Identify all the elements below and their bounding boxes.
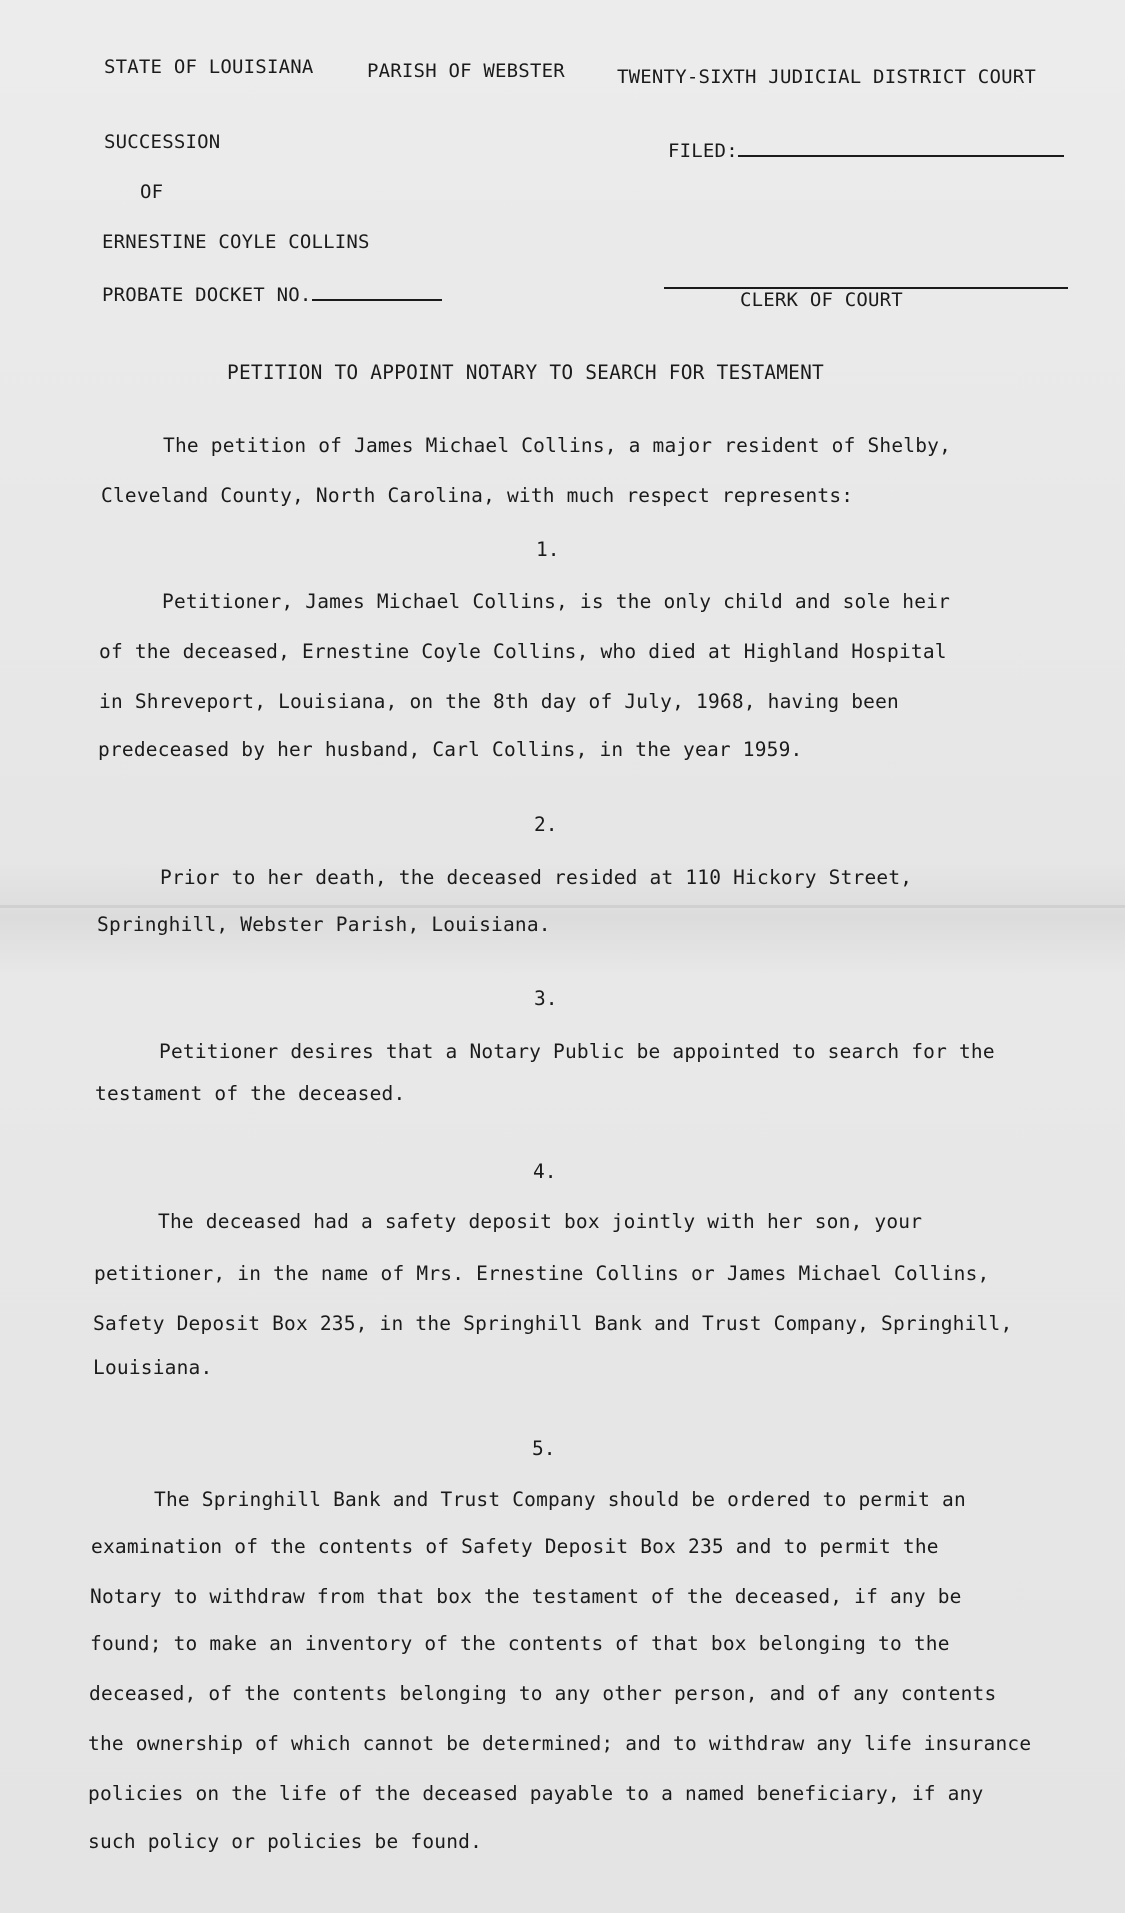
paragraph-5-line-8: such policy or policies be found.	[88, 1830, 483, 1853]
paragraph-2-line-2: Springhill, Webster Parish, Louisiana.	[97, 913, 551, 936]
caption-decedent: ERNESTINE COYLE COLLINS	[102, 231, 370, 253]
caption-of: OF	[140, 181, 164, 203]
paragraph-5-line-4: found; to make an inventory of the contents of that box belonging to the	[90, 1632, 950, 1655]
paragraph-2-line-1: Prior to her death, the deceased resided at 110 Hickory Street,	[160, 866, 913, 889]
paragraph-1-line-3: in Shreveport, Louisiana, on the 8th day of July, 1968, having been	[99, 690, 899, 713]
paragraph-4-line-4: Louisiana.	[93, 1356, 213, 1379]
paragraph-5-line-7: policies on the life of the deceased payable to a named beneficiary, if any	[88, 1782, 984, 1805]
paragraph-5-line-6: the ownership of which cannot be determined; and to withdraw any life insurance	[88, 1732, 1032, 1755]
paragraph-5-line-3: Notary to withdraw from that box the testament of the deceased, if any be	[90, 1585, 962, 1608]
docket-label: PROBATE DOCKET NO.	[102, 284, 312, 306]
filed-blank	[738, 137, 1064, 157]
header-state: STATE OF LOUISIANA	[104, 56, 314, 78]
document-title: PETITION TO APPOINT NOTARY TO SEARCH FOR TESTAMENT	[227, 361, 824, 384]
paragraph-4-number: 4.	[533, 1160, 557, 1183]
paragraph-5-number: 5.	[532, 1437, 556, 1460]
paragraph-1-number: 1.	[536, 538, 560, 561]
docket-blank	[312, 281, 442, 301]
paragraph-5-line-2: examination of the contents of Safety Deposit Box 235 and to permit the	[91, 1535, 939, 1558]
header-court: TWENTY-SIXTH JUDICIAL DISTRICT COURT	[617, 66, 1037, 88]
header-parish: PARISH OF WEBSTER	[367, 60, 565, 82]
paragraph-4-line-2: petitioner, in the name of Mrs. Ernestine Collins or James Michael Collins,	[94, 1262, 990, 1285]
paragraph-3-line-2: testament of the deceased.	[95, 1082, 406, 1105]
paragraph-5-line-5: deceased, of the contents belonging to any other person, and of any contents	[89, 1682, 997, 1705]
paper-fold	[0, 905, 1125, 908]
intro-line-1: The petition of James Michael Collins, a major resident of Shelby,	[163, 434, 952, 457]
paragraph-3-line-1: Petitioner desires that a Notary Public be appointed to search for the	[159, 1040, 995, 1063]
clerk-label: CLERK OF COURT	[740, 289, 903, 311]
paragraph-1-line-2: of the deceased, Ernestine Coyle Collins, who died at Highland Hospital	[99, 640, 947, 663]
paragraph-3-number: 3.	[534, 987, 558, 1010]
filed-line	[668, 137, 1064, 162]
paragraph-4-line-3: Safety Deposit Box 235, in the Springhill Bank and Trust Company, Springhill,	[93, 1312, 1013, 1335]
filed-label: FILED:	[668, 140, 738, 162]
paragraph-4-line-1: The deceased had a safety deposit box jointly with her son, your	[158, 1210, 923, 1233]
caption-succession: SUCCESSION	[104, 131, 221, 153]
intro-line-2: Cleveland County, North Carolina, with much respect represents:	[101, 484, 854, 507]
paragraph-2-number: 2.	[534, 813, 558, 836]
paragraph-1-line-4: predeceased by her husband, Carl Collins, in the year 1959.	[98, 738, 803, 761]
caption-docket	[102, 281, 442, 306]
paragraph-1-line-1: Petitioner, James Michael Collins, is the only child and sole heir	[162, 590, 951, 613]
paragraph-5-line-1: The Springhill Bank and Trust Company should be ordered to permit an	[154, 1488, 966, 1511]
